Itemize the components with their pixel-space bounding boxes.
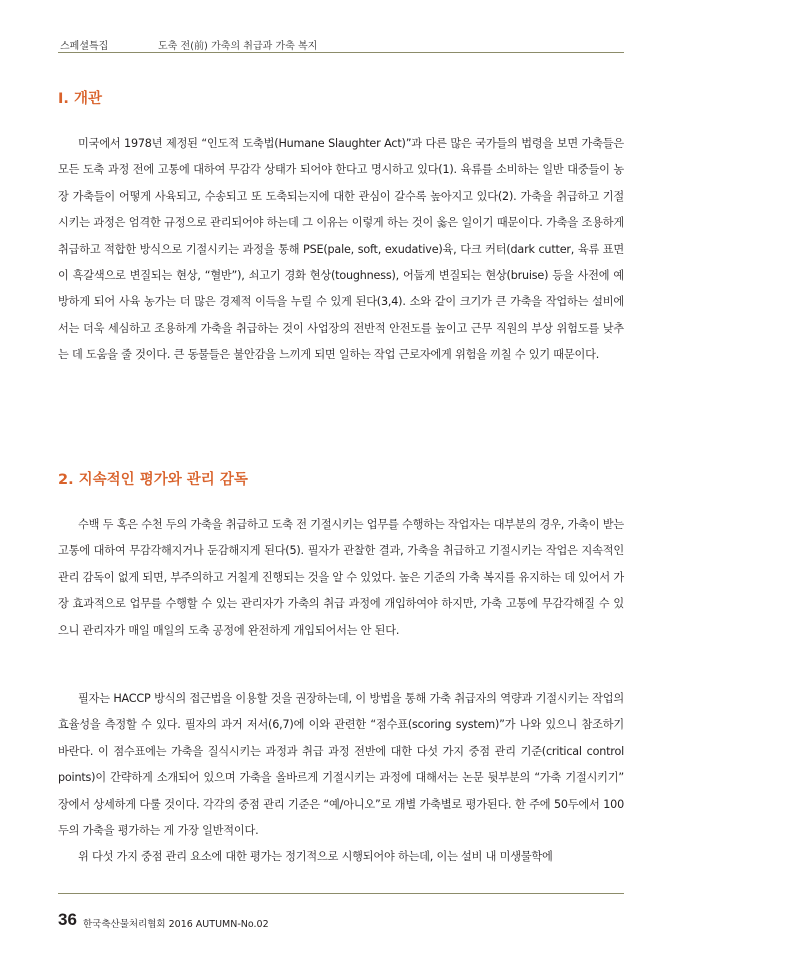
paragraph-evaluation-2: 필자는 HACCP 방식의 접근법을 이용할 것을 권장하는데, 이 방법을 통해 가축 취급자의 역량과 기절시키는 작업의 효율성을 측정할 수 있다. 필자의 과거 저서(6,7)에 이와 관련한 “점수표(scoring system)”가 나와 있으니 참조하기 바란다. 이 점수표에는 가축을 질식시키는 과정과 취급 과정 전반에 대한 다섯 가지 중점 관리 기준(critical control points)이 간략하게 소개되어 있으며 가축을 올바르게 기절시키는 과정에 대해서는 논문 뒷부분의 “가축 기절시키기” 장에서 상세하게 다룰 것이다. 각각의 중점 관리 기준은 “예/아니오”로 개별 가축별로 평가된다. 한 주에 50두에서 100두의 가축을 평가하는 게 가장 일반적이다. — [58, 692, 624, 838]
running-header — [58, 33, 624, 51]
paragraph-evaluation-3: 위 다섯 가지 중점 관리 요소에 대한 평가는 정기적으로 시행되어야 하는데, 이는 설비 내 미생물학에 — [78, 850, 553, 864]
paragraph-evaluation-1: 수백 두 혹은 수천 두의 가축을 취급하고 도축 전 기절시키는 업무를 수행하는 작업자는 대부분의 경우, 가축이 받는 고통에 대하여 무감각해지거나 둔감해지게 된다(5). 필자가 관찰한 결과, 가축을 취급하고 기절시키는 작업은 지속적인 관리 감독이 없게 되면, 부주의하고 거칠게 진행되는 것을 알 수 있었다. 높은 기준의 가축 복지를 유지하는 데 있어서 가장 효과적으로 업무를 수행할 수 있는 관리자가 가축의 취급 과정에 개입하여야 하지만, 가축 고통에 무감각해질 수 있으니 관리자가 매일 매일의 도축 공정에 완전하게 개입되어서는 안 된다. — [58, 518, 624, 637]
header-article-title: 도축 전(前) 가축의 취급과 가축 복지 — [158, 41, 318, 52]
header-rule — [58, 52, 624, 53]
header-section-label: 스페셜특집 — [60, 41, 109, 52]
section-heading-evaluation: 2. 지속적인 평가와 관리 감독 — [58, 472, 248, 488]
page-number: 36 — [58, 910, 77, 929]
paragraph-evaluation-group — [58, 686, 624, 871]
publication-info: 한국축산물처리협회 2016 AUTUMN-No.02 — [83, 919, 269, 930]
footer-rule — [58, 893, 624, 894]
page-footer — [58, 910, 624, 934]
paragraph-overview: 미국에서 1978년 제정된 “인도적 도축법(Humane Slaughter Act)”과 다른 많은 국가들의 법령을 보면 가축들은 모든 도축 과정 전에 고통에 대하여 무감각 상태가 되어야 한다고 명시하고 있다(1). 육류를 소비하는 일반 대중들이 농장 가축들이 어떻게 사육되고, 수송되고 또 도축되는지에 대한 관심이 갈수록 높아지고 있다(2). 가축을 취급하고 기절시키는 과정은 엄격한 규정으로 관리되어야 하는데 그 이유는 이렇게 하는 것이 옳은 일이기 때문이다. 가축을 조용하게 취급하고 적합한 방식으로 기절시키는 과정을 통해 PSE(pale, soft, exudative)육, 다크 커터(dark cutter, 육류 표면이 흑갈색으로 변질되는 현상, “혈반”), 쇠고기 경화 현상(toughness), 어둡게 변질되는 현상(bruise) 등을 사전에 예방하게 되어 사육 농가는 더 많은 경제적 이득을 누릴 수 있게 된다(3,4). 소와 같이 크기가 큰 가축을 작업하는 설비에서는 더욱 세심하고 조용하게 가축을 취급하는 것이 사업장의 전반적 안전도를 높이고 근무 직원의 부상 위험도를 낮추는 데 도움을 줄 것이다. 큰 동물들은 불안감을 느끼게 되면 일하는 작업 근로자에게 위험을 끼칠 수 있기 때문이다. — [58, 137, 624, 362]
section-heading-overview: I. 개관 — [58, 91, 102, 107]
